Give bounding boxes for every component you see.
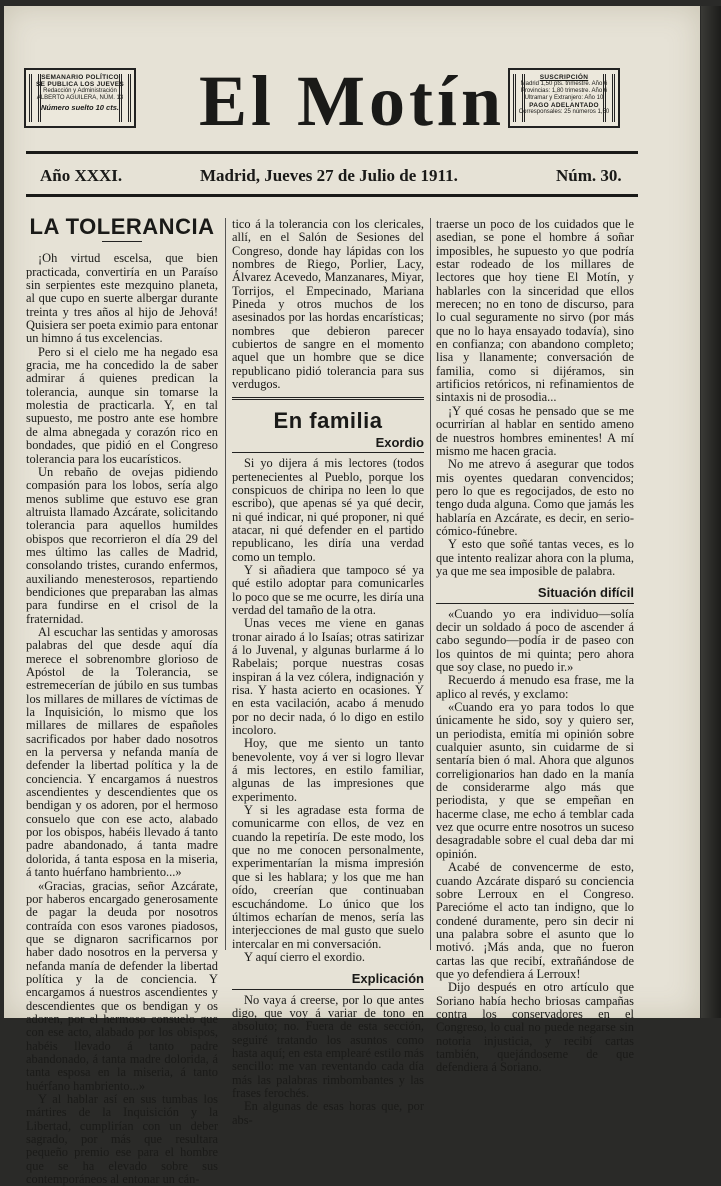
- section-subheading: Explicación: [232, 972, 424, 989]
- ornament-border: [513, 74, 525, 122]
- paragraph: No me atrevo á asegurar que todos mis oyentes quedaran convencidos; pero lo que es regocijados, de esto no tengo duda alguna. Como que jamás les hablaría en Azcárate, es decir, en serio-cómico-fúnebre.: [436, 457, 634, 538]
- paragraph: En algunas de esas horas que, por abs-: [232, 1099, 424, 1127]
- paragraph: Y aquí cierro el exordio.: [244, 949, 365, 964]
- right-box-line: Madrid 1,50 pts. trimestre. Año 6: [520, 81, 608, 87]
- paragraph: «Cuando yo era individuo—solía decir un soldado á poco de ascender á cabo segundo—podía ir de paseo con los quintos de mi quinta; pero ahora que soy clase, no puedo ir.»: [436, 606, 634, 674]
- paragraph: Si yo dijera á mis lectores (todos pertenecientes al Pueblo, porque los conspicuos de chiripa no leen lo que escribo), que apenas sé ya qué decir, ni qué indicar, ni qué proponer, ni qué atacar, ni qué defender en el partido republicano, les diría una verdad como un templo.: [232, 456, 424, 564]
- paragraph: Y al hablar así en sus tumbas los mártires de la Inquisición y la Libertad, cumplirían con un deber sagrado, por más que resultara pequeño premio ese para el hombre que se ha elevado sobre sus contemporáneos al entonar un cán-: [26, 1092, 218, 1186]
- right-box-line: Corresponsales: 25 números 1,50: [518, 109, 610, 115]
- paragraph: Y esto que soñé tantas veces, es lo que intento realizar ahora con la pluma, ya que me sea imposible de palabra.: [436, 537, 634, 578]
- left-box-line: Redacción y Administración: [43, 88, 117, 94]
- issue-number: Núm. 30.: [556, 166, 622, 185]
- header-rule: [26, 194, 638, 197]
- paragraph: traerse un poco de los cuidados que le asedian, se pone el hombre á soñar imposibles, he supuesto yo que podría estar rodeado de los millares de lectores que hoy tiene El Motín, y hablarles con la sinceridad que ellos merecen; no en tono de discurso, para lo cual seguramente no sirvo (por más que no lo haya ensayado todavía), sino en confianza; con abandono completo; lisa y llanamente; conversación de familia, como si dijéramos, sin artificios retóricos, ni refinamientos de sintaxis ni de prosodia...: [436, 217, 634, 405]
- paragraph: Unas veces me viene en ganas tronar airado á lo Isaías; otras satirizar á lo Juvenal, y algunas burlarme á lo Rabelais; porque nuestras cosas inspiran á la vez cólera, indignación y risa. Y hasta acierto en ocasiones. Y en esta vacilación, acabo á menudo por no decir nada, ó lo digo en estilo incoloro.: [232, 616, 424, 738]
- ornament-border: [603, 74, 615, 122]
- paragraph: Hoy, que me siento un tanto benevolente, voy á ver si logro llevar á mis lectores, en estilo familiar, algunas de las impresiones que experimento.: [232, 736, 424, 804]
- header-rule: [26, 151, 638, 154]
- paragraph: ¡Y qué cosas he pensado que se me ocurrirían al hablar en sentido ameno de nuestros hombres eminentes! A mí mismo me hacen gracia.: [436, 403, 634, 458]
- column-3: [436, 218, 634, 1075]
- paragraph: «Cuando era yo para todos lo que únicamente he sido, soy y quiero ser, un periodista, emitía mi opinión sobre cualquier asunto, sin cuidarme de si sentaría bien ó mal. Ahora que algunos correligionarios han dado en la manía de considerarme algo más que periodista, y que se empeñan en hacerme clase, me echo á temblar cada vez que ocurre entre nosotros un suceso desagradable sobre el cual deba dar mi opinión.: [436, 700, 634, 861]
- paragraph: Un rebaño de ovejas pidiendo compasión para los lobos, sería algo menos sublime que estuvo ese gran altruista llamado Azcárate, solicitando tolerancia para aquellos humildes obispos que recorrieron el día 29 del mes último las calles de Madrid, consolando tristes, curando enfermos, auxiliando menesterosos, repartiendo bendiciones que preparaban las almas para fundirse en el crisol de la fraternidad.: [26, 464, 218, 626]
- right-box-line: Provincias: 1,80 trimestre. Año 6: [520, 88, 608, 94]
- right-box-line: Ultramar y Extranjero: Año 10: [524, 95, 604, 101]
- article-heading: LA TOLERANCIA: [29, 214, 215, 239]
- paragraph: tico á la tolerancia con los clericales, allí, en el Salón de Sesiones del Congreso, donde hay lápidas con los nombres de Riego, Porlier, Lacy, Álvarez Acevedo, Manzanares, Miyar, Torrijos, el Empecinado, Mariana Pineda y otros muchos de los asesinados por las hordas encarísticas; nombres que debieron parecer cubiertos de sangre en el momento aquel que un hombre que se dice republicano pidió tolerancia para sus verdugos.: [232, 217, 424, 392]
- left-box-line: SE PUBLICA LOS JUEVES: [35, 81, 125, 88]
- right-subscription-box: [508, 68, 620, 128]
- section-subheading: Situación difícil: [436, 586, 634, 603]
- paragraph: Y si añadiera que tampoco sé ya qué estilo adoptar para comunicarles lo poco que se me ocurre, les diría una verdad del tamaño de la otra.: [232, 562, 424, 617]
- newspaper-page: [4, 6, 700, 1186]
- paragraph: Y si les agradase esta forma de comunicarme con ellos, de vez en cuando la repetiría. De este modo, los que no me conocen personalmente, experimentarían la misma impresión que si les hablara; y los que me han oído, creerían que continuaban escuchándome. Lo único que los últimos echarían de menos, sería las interjecciones de mal gusto que suelo intercalar en mi conversación.: [232, 803, 424, 951]
- single-issue-price: Número suelto 10 cts.: [41, 103, 119, 112]
- column-1: [26, 214, 218, 1186]
- section-subheading: Exordio: [232, 436, 424, 453]
- paragraph: Recuerdo á menudo esa frase, me la aplico al revés, y exclamo:: [436, 673, 634, 701]
- heading-divider: [102, 241, 142, 242]
- column-divider: [225, 218, 226, 950]
- right-box-line: PAGO ADELANTADO: [529, 102, 599, 109]
- column-2: [232, 218, 424, 1127]
- masthead-title: El Motín: [198, 61, 505, 141]
- year-label: Año XXXI.: [40, 166, 123, 185]
- paragraph: Al escuchar las sentidas y amorosas palabras del que desde aquí día merece el sobrenombre glorioso de Apóstol de la Tolerancia, se estremecerían de júbilo en sus tumbas los millares de millares de víctimas de la Inquisición, lo mismo que los millares de millares de españoles sacrificados por haber dado nosotros en la perversa y nefanda manía de defender la libertad política y la de conciencia. Y encargamos á nuestros ascendientes y descendientes que os bendigan y os adoren, por el hermoso consuelo que con ese acto, alabado por los obispos, habéis llevado á tanto padre abandonado, á tanta madre dolorida, á tanta esposa en la miseria, á tanto huérfano hambriento...»: [26, 624, 218, 880]
- paragraph: Pero si el cielo me ha negado esa gracia, me ha concedido la de saber admirar á quienes predican la tolerancia, aunque sin tomarse la molestia de practicarla. Y, en tal supuesto, me postro ante ese hombre de alma abnegada y corazón rico en bondades, que pidió en el Congreso tolerancia para los eucarísticos.: [26, 344, 218, 466]
- paragraph: Dijo después en otro artículo que Soriano había hecho briosas campañas contra los conservadores en el Congreso, lo cual no puede negarse sin notoria injusticia, y recibí cartas también, quejándoseme de que defendiera á Soriano.: [436, 980, 634, 1075]
- book-spine: [701, 6, 721, 1018]
- paragraph: ¡Oh virtud escelsa, que bien practicada, convertiría en un Paraíso sin serpientes este mezquino planeta, al que cupo en suerte albergar durante treinta y tres años al hijo de Jehová! Quisiera ser poeta eximio para entonar un himno á tus excelencias.: [26, 251, 218, 346]
- paragraph: «Gracias, gracias, señor Azcárate, por haberos encargado generosamente de pagar la deuda por nosotros contraída con esos varones piadosos, que se dignaron sacrificarnos por haber dado nosotros en la perversa y nefanda manía de defender la libertad política y la de conciencia. Y encargamos á nuestros ascendientes y descendientes que os bendigan y os adoren, por el hermoso consuelo que con ese acto, alabado por los obispos, habéis llevado á tanto padre abandonado, á tanta madre dolorida, á tanta esposa en la miseria, á tanto huérfano hambriento...»: [26, 878, 218, 1093]
- column-divider: [430, 218, 431, 950]
- right-box-line: SUSCRIPCIÓN: [539, 74, 589, 81]
- paragraph: No vaya á creerse, por lo que antes digo, que voy á variar de tono en absoluto; no. Fuera de esta sección, seguiré tratando los asuntos como hasta aquí; en esta emplearé estilo más sencillo: me van reventando cada día más las palabras rimbombantes y las frases ferochés.: [232, 992, 424, 1100]
- left-box-line: SEMANARIO POLÍTICO: [41, 74, 119, 81]
- dateline: Madrid, Jueves 27 de Julio de 1911.: [200, 166, 458, 185]
- article-heading: En familia: [273, 408, 383, 434]
- section-divider: [232, 397, 424, 408]
- paragraph: Acabé de convencerme de esto, cuando Azcárate disparó su conciencia sobre Lerroux en el Congreso. Parecióme el acto tan indigno, que lo condené duramente, pero sin decir ni una palabra sobre el asunto que lo motivó. ¡Más anda, que no fueron cartas las que recibí, extrañándose de que yo defendiera á Lerroux!: [436, 860, 634, 981]
- left-box-line: ALBERTO AGUILERA, NÚM. 13: [36, 95, 124, 101]
